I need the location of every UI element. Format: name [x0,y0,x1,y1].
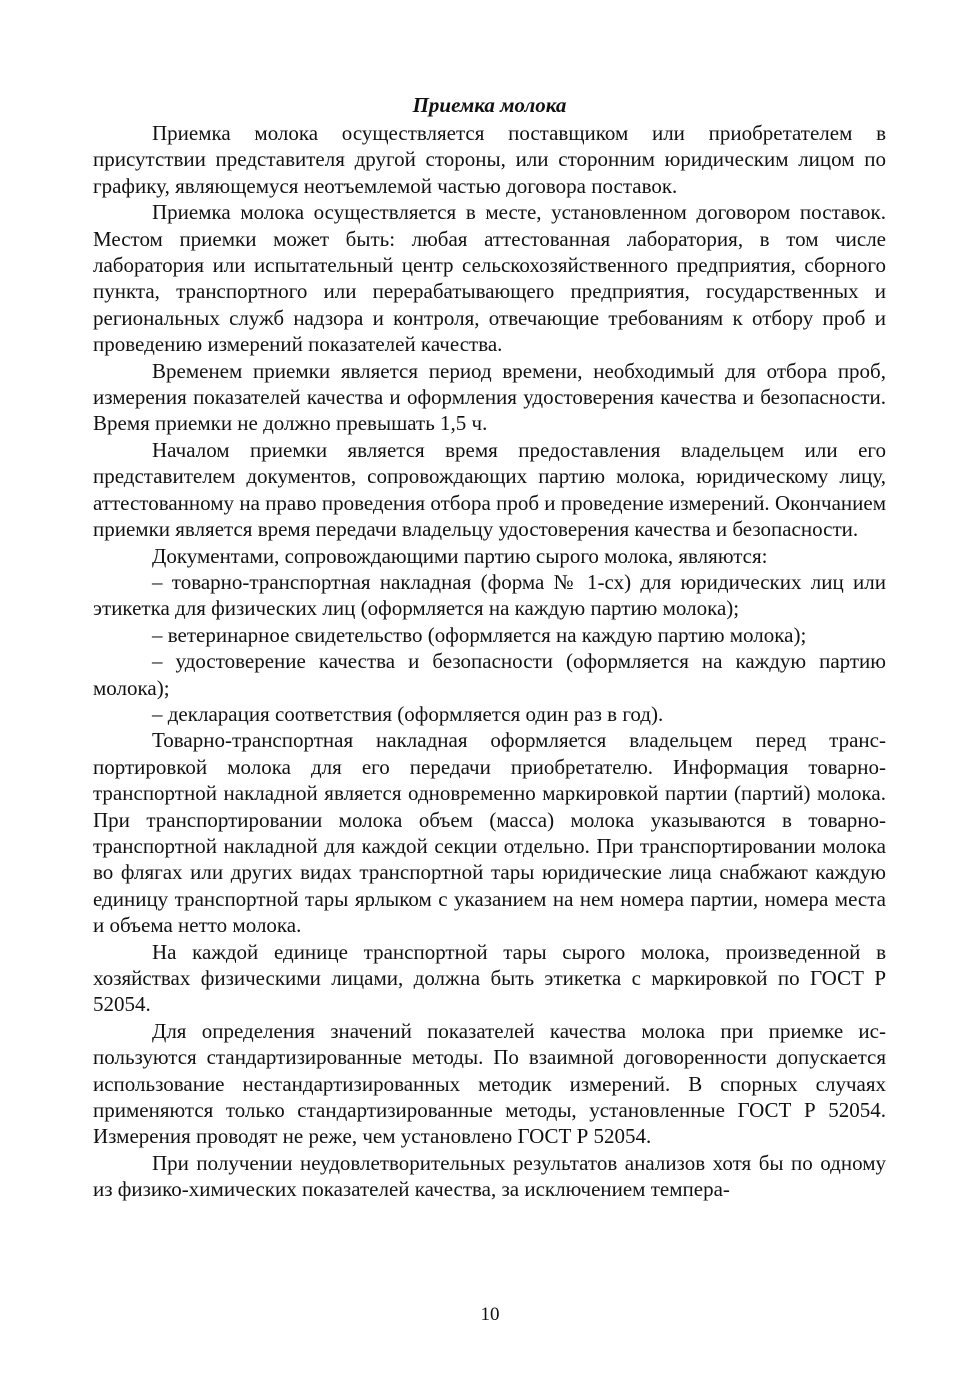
paragraph-documents-intro: Документами, сопровождающими партию сырого молока, являются: [152,543,768,568]
list-item-waybill: – товарно-транспортная накладная (форма № 1-сх) для юридических лиц или этикетка для физических лиц (оформляется на каждую партию молока); [93,569,886,621]
list-item-veterinary-certificate: – ветеринарное свидетельство (оформляется на каждую партию молока); [152,622,807,647]
section-heading: Приемка молока [412,93,567,117]
paragraph-acceptance-place: Приемка молока осуществляется в месте, установленном договором поставок. Местом приемки может быть: любая аттестованная лаборатория, в том числе лаборатория или испытательный центр сельскохозяйственного предприятия, сборного пункта, транспортного или перерабатывающего предприятия, государственных и региональных служб надзора и контроля, отвечающие требованиям к отбору проб и проведению измерений показателей качества. [93,200,886,357]
paragraph-labeling: На каждой единице транспортной тары сырого молока, произведенной в хозяйствах физическими лицами, должна быть этикетка с маркировкой по ГОСТ Р 52054. [93,939,886,1017]
paragraph-unsatisfactory-results: При получении неудовлетворительных результатов анализов хотя бы по одному из физико-химических показателей качества, за исключением темпера- [93,1150,886,1202]
list-item-declaration: – декларация соответствия (оформляется один раз в год). [152,701,664,726]
list-item-quality-certificate: – удостоверение качества и безопасности (оформляется на каждую партию молока); [93,649,886,700]
paragraph-waybill-details: Товарно-транспортная накладная оформляется владельцем перед транспортировкой молока для его передачи приобретателю. Информация товарно-транспортной накладной является одновременно маркировкой партии (партий) молока. При транспортировании молока объем (масса) молока указываются в товарно-транспортной накладной для каждой секции отдельно. При транспортировании молока во флягах или других видах транспортной тары юридические лица снабжают каждую единицу транспортной тары ярлыком с указанием на нем номера партии, номера места и объема нетто молока. [93,728,886,938]
paragraph-methods: Для определения значений показателей качества молока при приемке используются стандартизированные методы. По взаимной договоренности допускается использование нестандартизированных методик измерений. В спорных случаях применяются только стандартизированные методы, установленные ГОСТ Р 52054. Измерения проводят не реже, чем установлено ГОСТ Р 52054. [93,1018,886,1149]
paragraph-acceptance-start: Началом приемки является время предоставления владельцем или его представителем документов, сопровождающих партию молока, юридическому лицу, аттестованному на право проведения отбора проб и проведение измерений. Окончанием приемки является время передачи владельцу удостоверения качества и безопасности. [93,437,886,542]
paragraph-acceptance-parties: Приемка молока осуществляется поставщиком или приобретателем в присутствии представителя другой стороны, или сторонним юридическим лицом по графику, являющемуся неотъемлемой частью договора поставок. [93,121,886,198]
page-body [93,92,886,1203]
page-number: 10 [480,1304,500,1325]
paragraph-acceptance-time: Временем приемки является период времени, необходимый для отбора проб, измерения показателей качества и оформления удостоверения качества и безопасности. Время приемки не должно превышать 1,5 ч. [93,358,886,436]
